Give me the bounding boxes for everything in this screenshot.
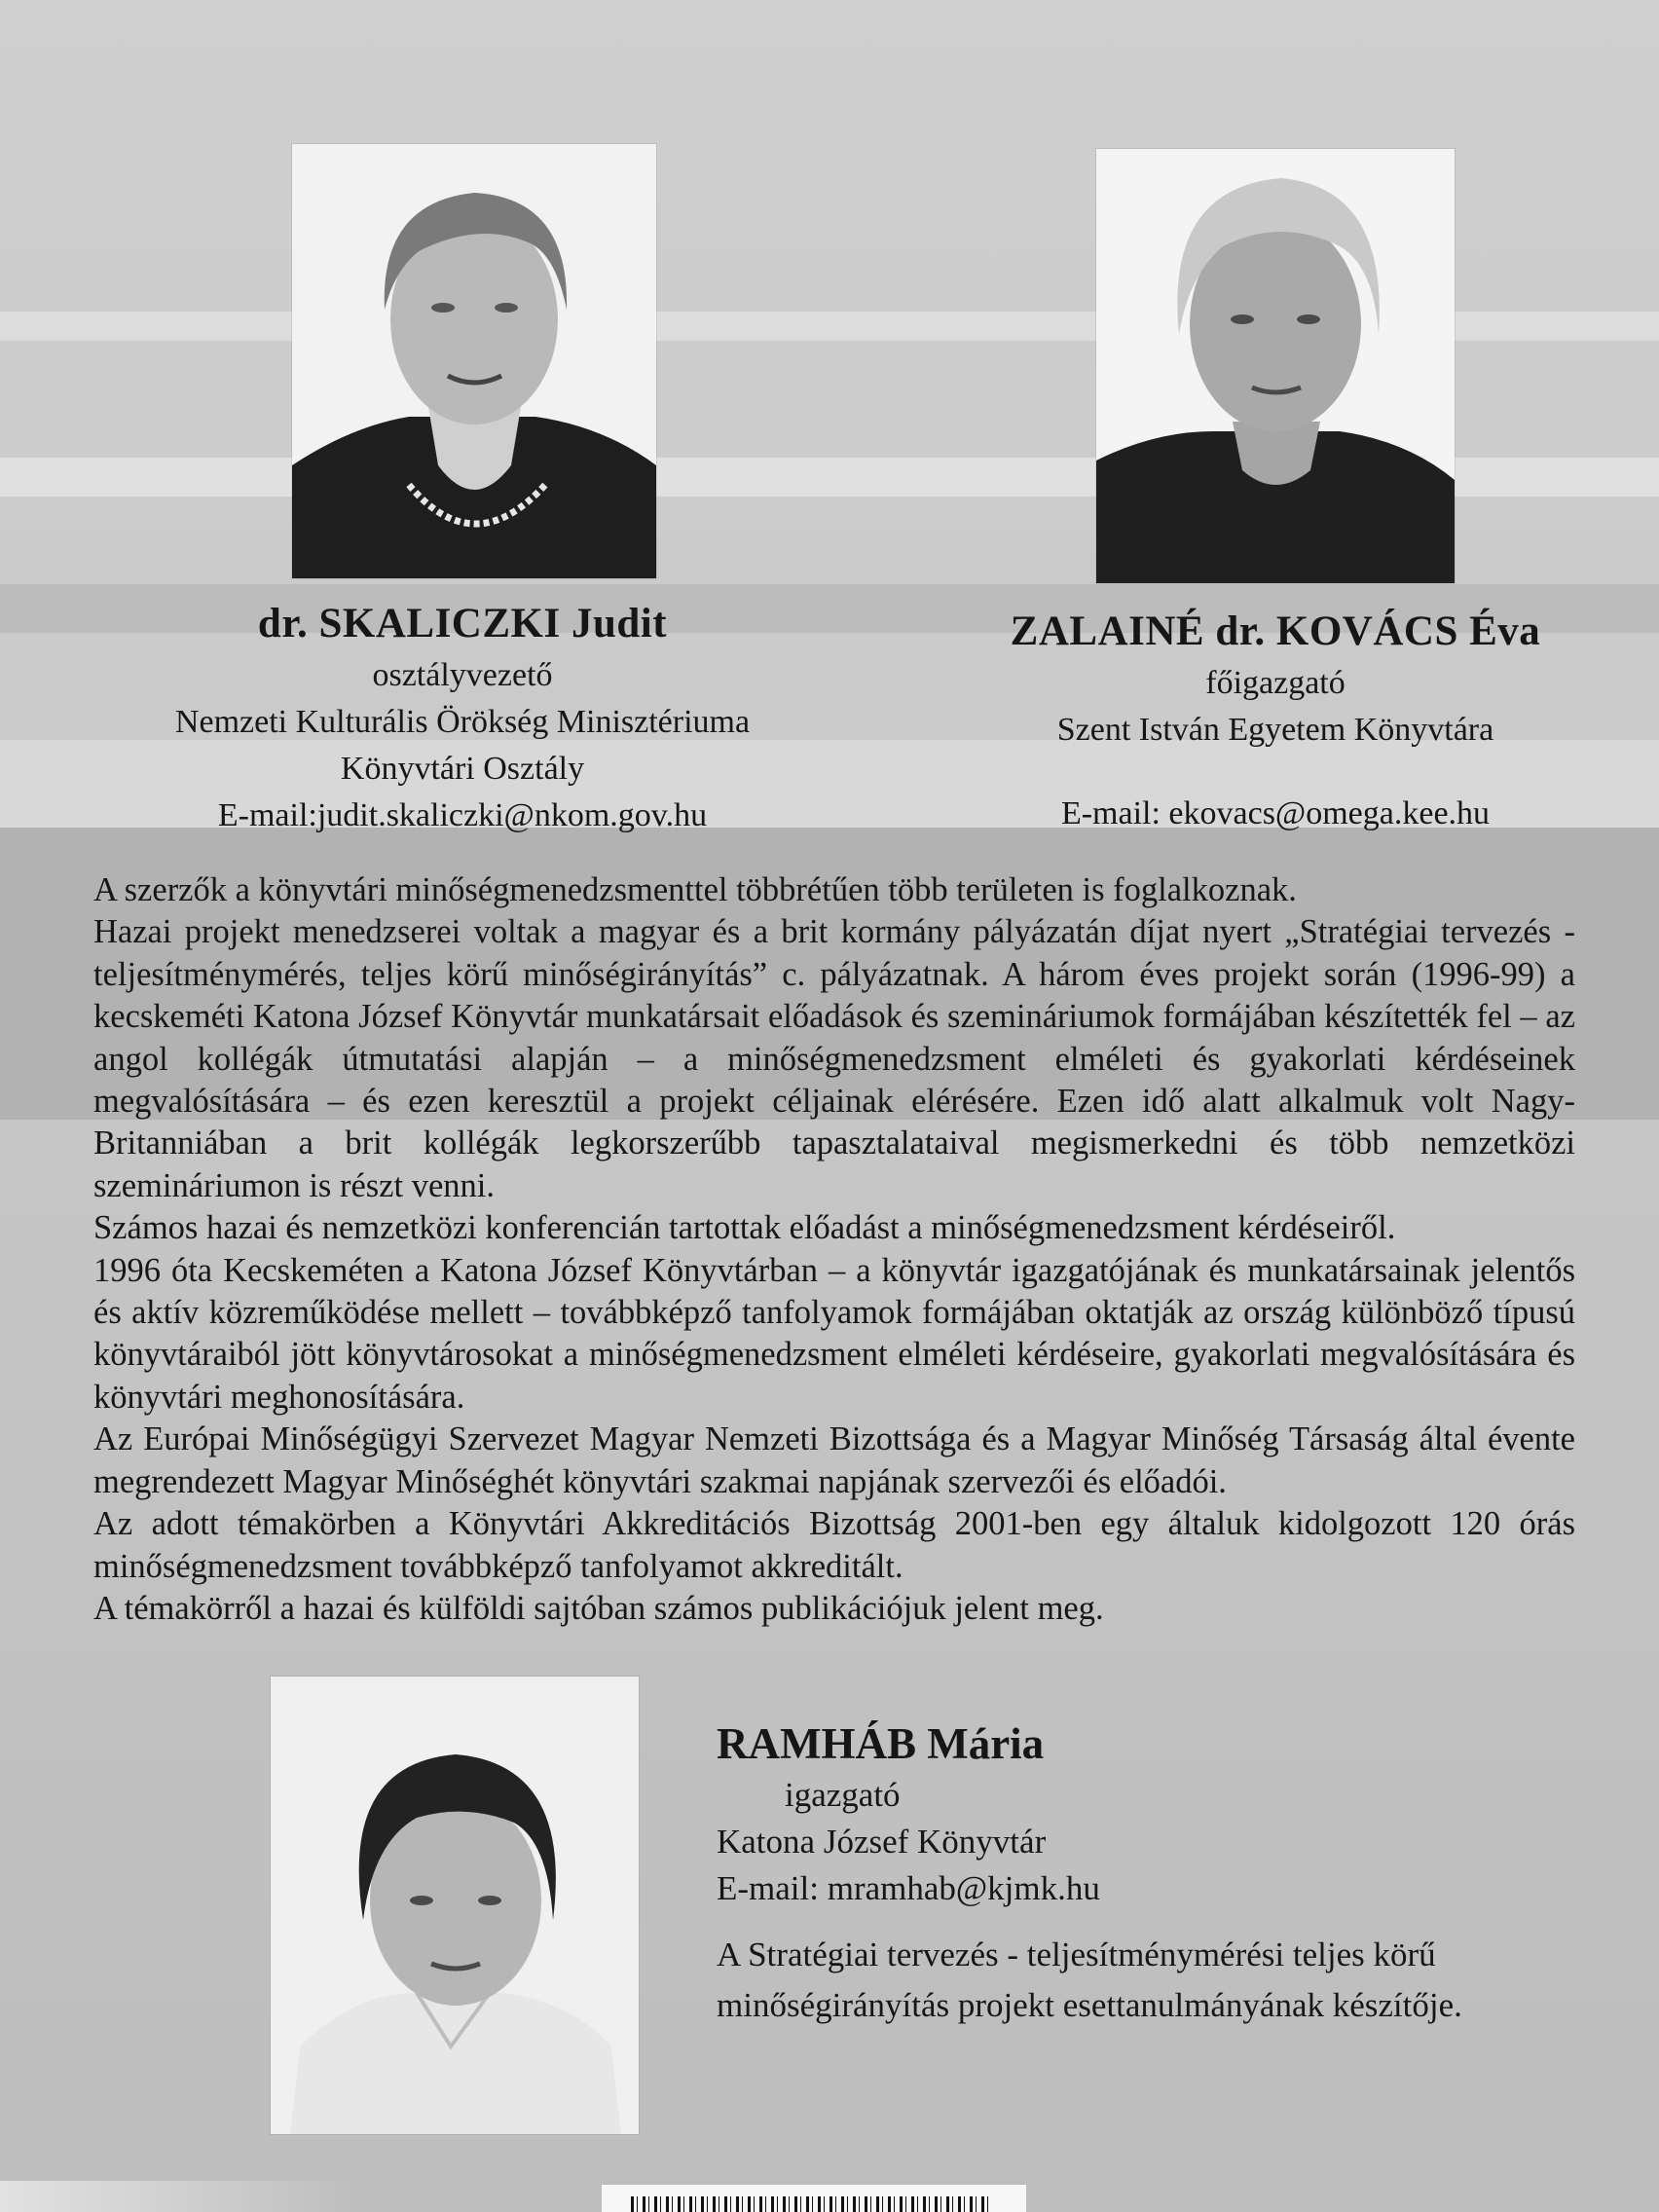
author-name: dr. SKALICZKI Judit [257,601,668,646]
bio-paragraph: 1996 óta Kecskeméten a Katona József Könyvtárban – a könyvtár igazgatójának és munkatársainak jelentős és aktív közreműködése mellett – továbbképző tanfolyamok formájában oktatják az ország különböző típusú könyvtáraiból jött könyvtárosokat a minőségmenedzsment elméleti kérdéseire, gyakorlati megvalósítására és könyvtári meghonosítására. [93,1251,1575,1416]
bio-paragraph: A témakörről a hazai és külföldi sajtóban számos publikációjuk jelent meg. [93,1589,1104,1627]
author-name: ZALAINÉ dr. KOVÁCS Éva [1010,608,1541,654]
author-role: igazgató [785,1776,901,1814]
author-card-kovacs [964,604,1587,837]
author-name: RAMHÁB Mária [717,1719,1045,1768]
author-email: E-mail: mramhab@kjmk.hu [717,1869,1100,1907]
portrait-photo-ramhab [271,1677,639,2134]
bio-paragraph: Hazai projekt menedzserei voltak a magyar és a brit kormány pályázatán díjat nyert „Stratégiai tervezés - teljesítménymérés, teljes körű minőségirányítás” c. pályázatnak. A három éves projekt során (1996-99) a kecskeméti Katona József Könyvtár munkatársait előadások és szemináriumok formájában készítették fel – az angol kollégák útmutatási alapján – a minőségmenedzsment elméleti és gyakorlati kérdéseinek megvalósítására – és ezen keresztül a projekt céljainak elérésére. Ezen idő alatt alkalmuk volt Nagy-Britanniában a brit kollégák legkorszerűbb tapasztalataival megismerkedni és több nemzetközi szemináriumon is részt venni. [93,913,1575,1204]
author-note: A Stratégiai tervezés - teljesítménymérési teljes körű minőségirányítás projekt esettanulmányának készítője. [717,1936,1462,2024]
author-organization: Nemzeti Kulturális Örökség Minisztériuma [174,704,751,740]
bio-paragraph: A szerzők a könyvtári minőségmenedzsmenttel többrétűen több területen is foglalkoznak. [93,871,1297,908]
author-role: főigazgató [1205,665,1346,701]
barcode-sticker [602,2185,1026,2212]
portrait-image [271,1677,639,2134]
authors-biography [93,869,1575,1630]
author-card-ramhab [717,1715,1593,2031]
watermark-fragment [0,2181,370,2212]
bio-paragraph: Az adott témakörben a Könyvtári Akkreditációs Bizottság 2001-ben egy általuk kidolgozott 120 órás minőségmenedzsment továbbképző tanfolyamot akkreditált. [93,1505,1575,1585]
author-organization: Katona József Könyvtár [717,1823,1047,1861]
portrait-photo-skaliczki [292,144,656,578]
bio-paragraph: Az Európai Minőségügyi Szervezet Magyar Nemzeti Bizottsága és a Magyar Minőség Társaság által évente megrendezett Magyar Minőséghét könyvtári szakmai napjának szervezői és előadói. [93,1420,1575,1500]
portrait-photo-kovacs [1096,149,1455,583]
bio-paragraph: Számos hazai és nemzetközi konferencián tartottak előadást a minőségmenedzsment kérdéseiről. [93,1209,1396,1247]
author-department: Könyvtári Osztály [340,751,585,787]
author-role: osztályvezető [372,657,553,693]
author-organization: Szent István Egyetem Könyvtára [1056,712,1494,748]
portrait-image [1096,149,1455,583]
barcode-bars [631,2196,991,2212]
author-email: E-mail: ekovacs@omega.kee.hu [1060,795,1491,831]
portrait-image [292,144,656,578]
author-card-skaliczki [97,596,828,839]
author-email: E-mail:judit.skaliczki@nkom.gov.hu [217,797,708,833]
